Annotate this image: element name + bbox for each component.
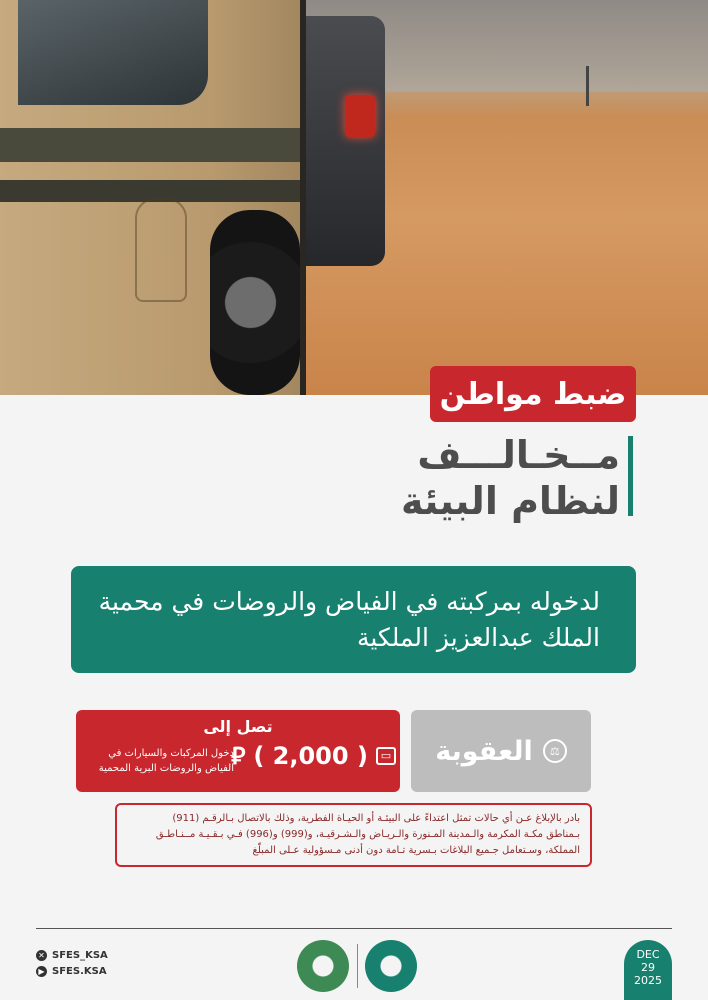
report-line3: المملكة، وسـتعامل جـميع البلاغات بـسرية تـامة دون أدنى مـسؤولية عـلى المبلّغ [252,845,580,856]
report-line1: بادر بالإبلاغ عـن أي حالات تمثل اعتداءً على البيئـة أو الحيـاة الفطرية، وذلك بالاتصال بـالرقـم (911) [172,813,580,824]
currency-icon: ⃁ [231,742,246,770]
ministry-logo [365,940,417,992]
social-youtube[interactable] [36,966,107,977]
fine-description [84,746,234,776]
page-heading [401,432,620,524]
penalty-label-box [411,710,591,792]
description-line1: لدخوله بمركبته في الفياض والروضات في محمية [98,587,600,616]
social-x[interactable] [36,950,108,961]
gavel-icon: ⚖ [543,739,567,763]
description-line2: الملك عبدالعزيز الملكية [356,623,600,652]
report-line2: بـمناطق مكـة المكرمة والـمدينة المـنورة والـريـاض والـشـرقيـة، و(999) و(996) فـي بـقـيـة مــنـاطـق [155,829,580,840]
fine-amount-value: ( 2,000 ) [253,741,368,770]
tail-light [345,95,375,137]
cash-icon: ▭ [376,747,396,765]
fine-desc-line1: دخول المركبات والسيارات في [108,748,234,759]
truck-stripe [0,128,300,162]
x-icon: ✕ [36,950,47,961]
sfes-logo [297,940,349,992]
x-handle: SFES_KSA [52,950,108,961]
truck-emblem [135,198,187,302]
power-pole [586,66,589,106]
footer-divider [36,928,672,929]
heading-line2: لنظام البيئة [400,479,620,523]
heading-accent-bar [628,436,633,516]
heading-line1: مــخـالـــف [417,433,620,477]
fine-box [76,710,400,792]
hero-photo [0,0,708,395]
date-badge [624,940,672,1000]
date-month: DEC [636,948,660,961]
penalty-label: العقوبة [435,735,533,767]
badge-title: ضبط مواطن [430,366,636,422]
truck-wheel [210,210,300,395]
date-year: 2025 [634,974,662,987]
truck-window [18,0,208,105]
date-day: 29 [641,961,655,974]
report-notice [115,803,592,867]
description-box [71,566,636,673]
fine-reach-label: تصل إلى [203,717,273,736]
logo-divider [357,944,358,988]
youtube-handle: SFES.KSA [52,966,107,977]
youtube-icon: ▶ [36,966,47,977]
fine-amount [226,740,401,771]
fine-desc-line2: الفياض والروضات البرية المحمية [98,763,234,774]
